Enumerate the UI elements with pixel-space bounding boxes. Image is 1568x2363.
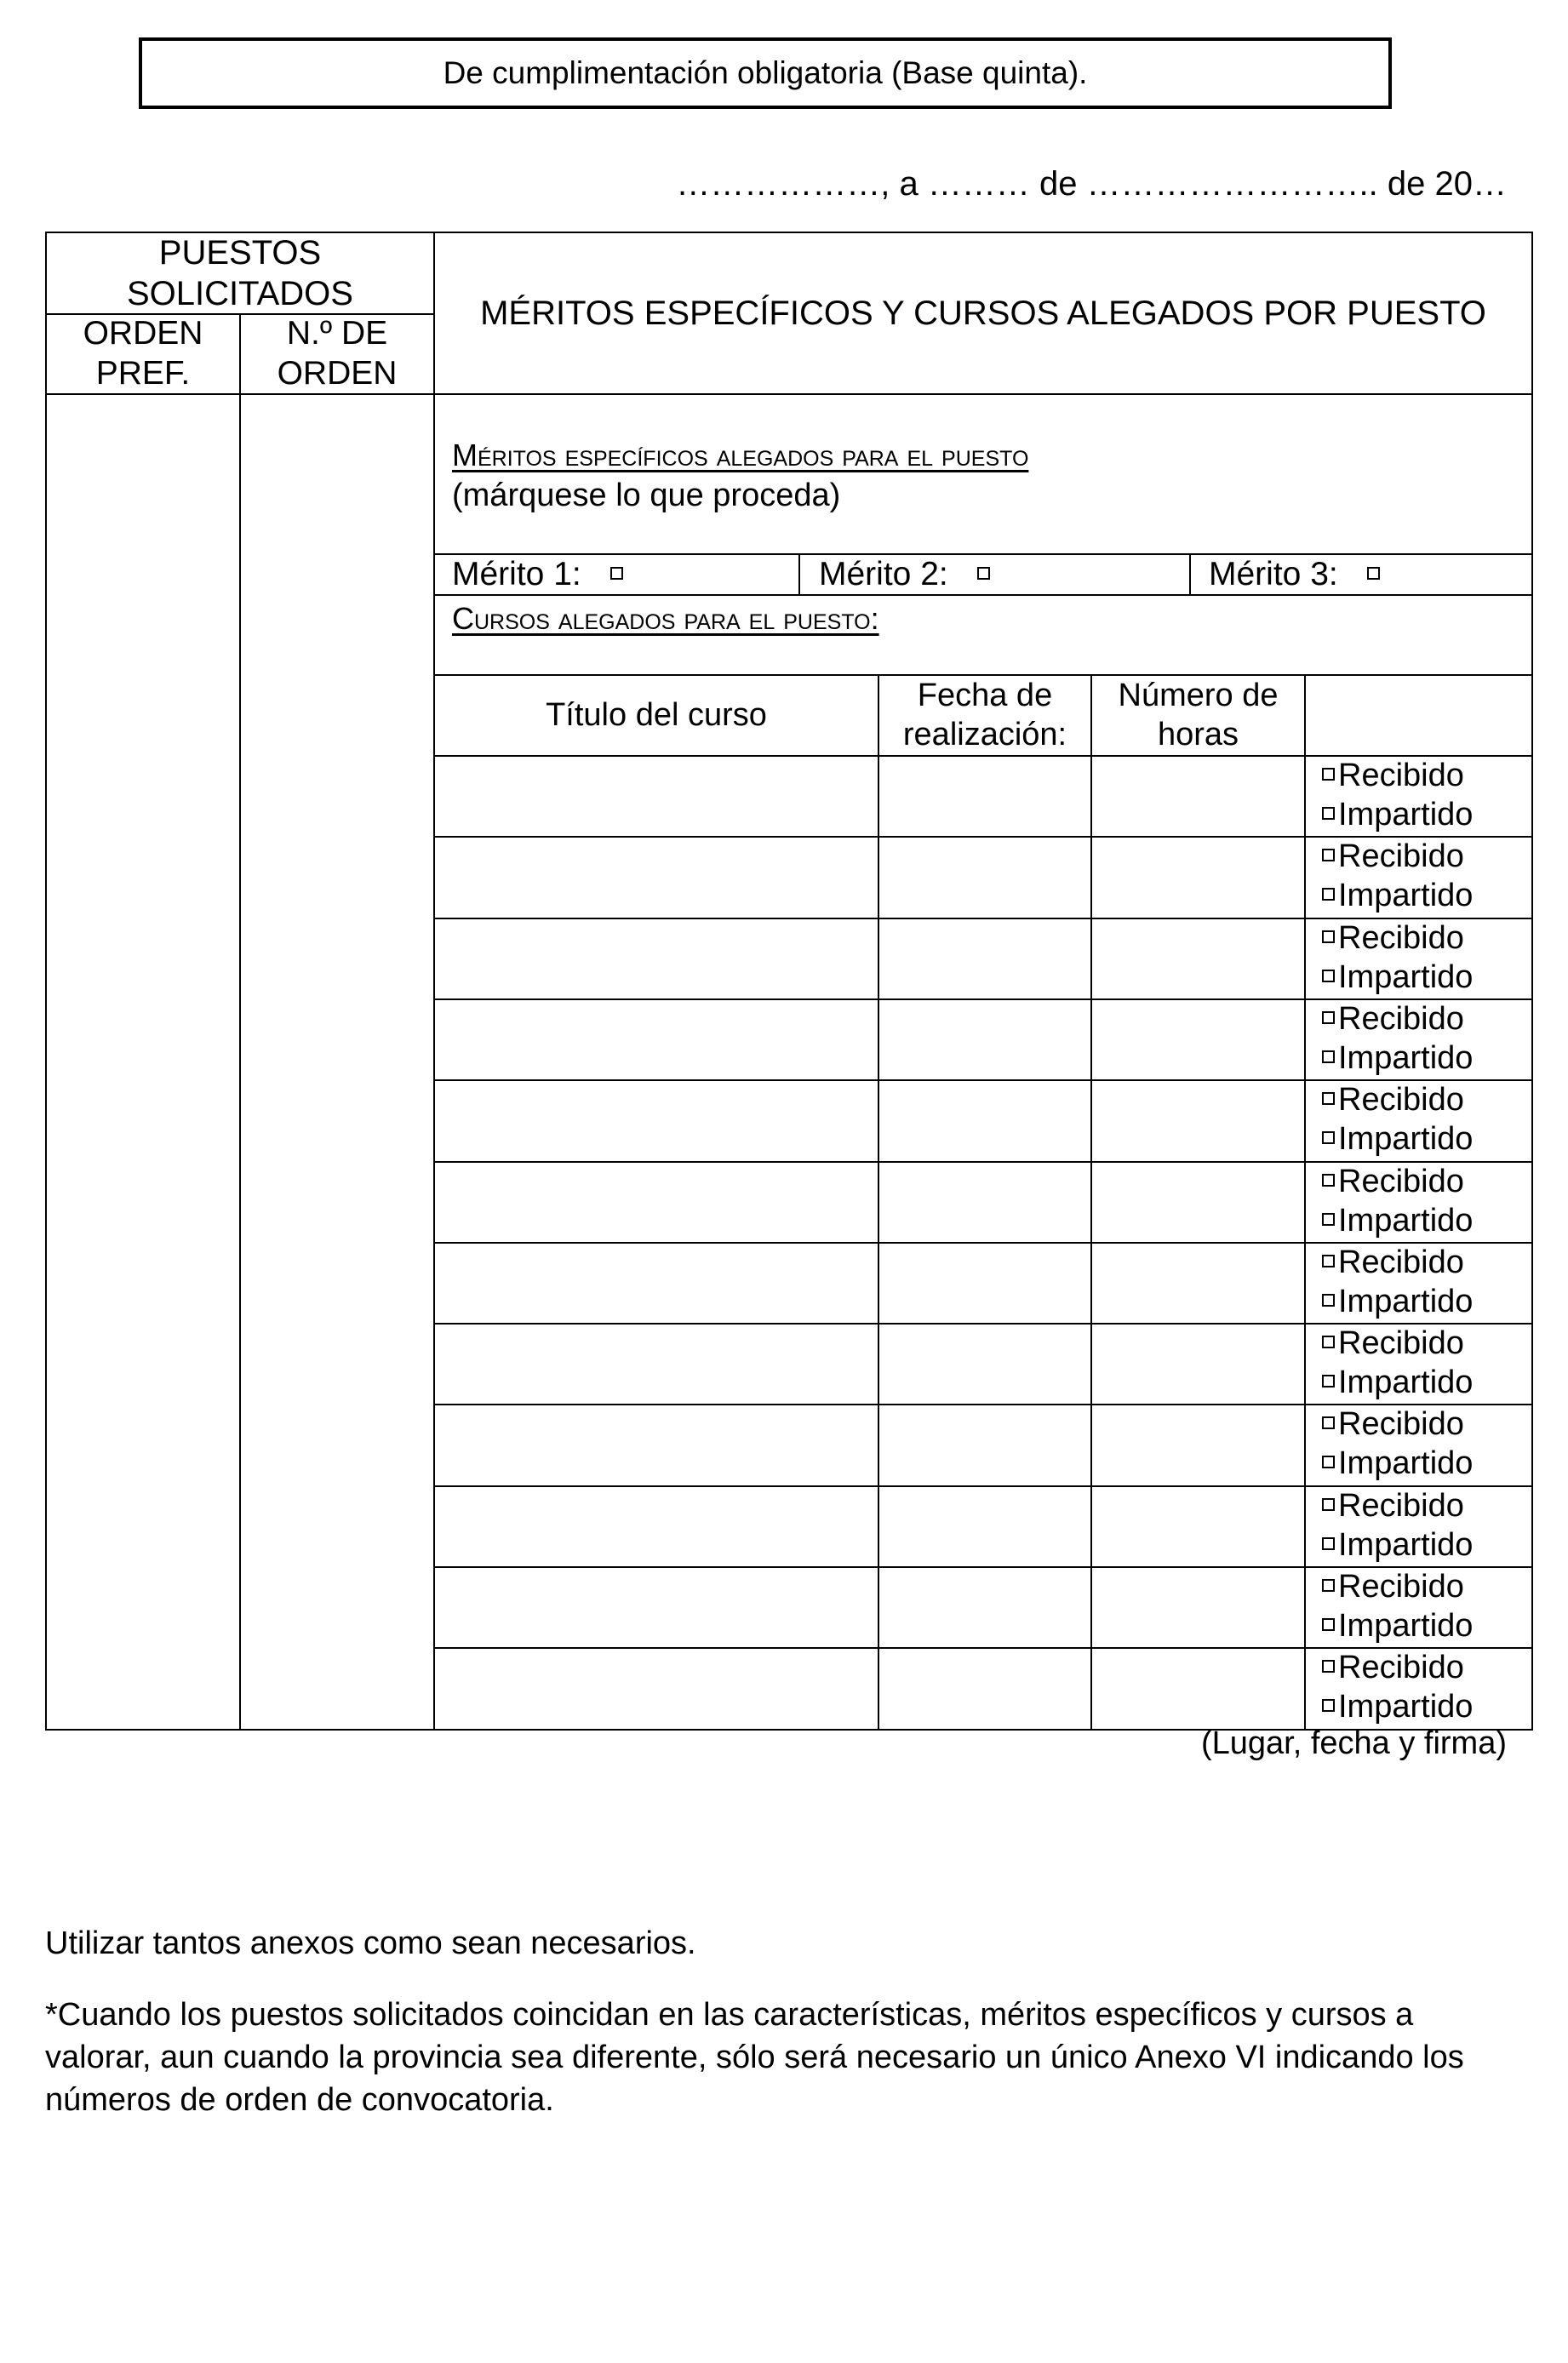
impartido-checkbox[interactable]: [1322, 1699, 1335, 1712]
recibido-label: Recibido: [1338, 1325, 1464, 1361]
recibido-label: Recibido: [1338, 758, 1464, 793]
impartido-option[interactable]: [1322, 958, 1473, 998]
course-title-cell[interactable]: [435, 838, 878, 917]
meritos-cursos-header: MÉRITOS ESPECÍFICOS Y CURSOS ALEGADOS POR PUESTO: [480, 295, 1486, 332]
courses-col-divider-tipo: [1304, 674, 1306, 1731]
impartido-option[interactable]: [1322, 1363, 1473, 1403]
recibido-checkbox[interactable]: [1322, 1416, 1335, 1429]
course-date-cell[interactable]: [879, 1244, 1090, 1323]
course-title-cell[interactable]: [435, 1405, 878, 1485]
impartido-label: Impartido: [1338, 1365, 1474, 1400]
course-title-header: Título del curso: [546, 696, 767, 733]
merit-3: [1209, 555, 1383, 594]
course-hours-cell[interactable]: [1092, 1163, 1304, 1242]
recibido-label: Recibido: [1338, 1244, 1464, 1280]
course-date-cell[interactable]: [879, 919, 1090, 998]
impartido-option[interactable]: [1322, 795, 1473, 835]
course-date-cell[interactable]: [879, 1405, 1090, 1485]
meritos-section-title: Méritos específicos alegados para el puesto: [452, 438, 1029, 472]
impartido-label: Impartido: [1338, 1203, 1474, 1239]
course-type-header: [1306, 676, 1531, 755]
course-date-cell[interactable]: [879, 1649, 1090, 1728]
recibido-label: Recibido: [1338, 1650, 1464, 1685]
table-border-right: [1531, 232, 1533, 1731]
recibido-label: Recibido: [1338, 1569, 1464, 1605]
recibido-label: Recibido: [1338, 1082, 1464, 1118]
course-hours-cell[interactable]: [1092, 757, 1304, 836]
merit-divider-1: [798, 553, 800, 596]
course-hours-cell[interactable]: [1092, 838, 1304, 917]
impartido-label: Impartido: [1338, 1445, 1474, 1481]
course-date-cell[interactable]: [879, 838, 1090, 917]
recibido-label: Recibido: [1338, 838, 1464, 874]
merit-2: [819, 555, 993, 594]
impartido-checkbox[interactable]: [1322, 1131, 1335, 1144]
impartido-option[interactable]: [1322, 1444, 1473, 1484]
recibido-label: Recibido: [1338, 1406, 1464, 1442]
merit-3-checkbox[interactable]: [1367, 567, 1380, 580]
course-title-cell[interactable]: [435, 1000, 878, 1079]
course-title-cell[interactable]: [435, 1244, 878, 1323]
course-hours-cell[interactable]: [1092, 1081, 1304, 1160]
course-title-cell[interactable]: [435, 1487, 878, 1566]
recibido-label: Recibido: [1338, 1164, 1464, 1199]
puestos-solicitados-header: PUESTOS SOLICITADOS: [127, 234, 353, 312]
impartido-label: Impartido: [1338, 797, 1474, 832]
impartido-option[interactable]: [1322, 1038, 1473, 1079]
recibido-option[interactable]: [1322, 1405, 1464, 1445]
course-hours-cell[interactable]: [1092, 1244, 1304, 1323]
recibido-option[interactable]: [1322, 1324, 1464, 1364]
merit-1-checkbox[interactable]: [610, 567, 623, 580]
recibido-checkbox[interactable]: [1322, 849, 1335, 861]
course-hours-cell[interactable]: [1092, 1568, 1304, 1647]
merits-row-bottom-line: [433, 594, 1533, 596]
merit-1-label: Mérito 1:: [452, 556, 581, 592]
impartido-label: Impartido: [1338, 878, 1474, 913]
course-date-cell[interactable]: [879, 1568, 1090, 1647]
recibido-checkbox[interactable]: [1322, 1336, 1335, 1348]
impartido-checkbox[interactable]: [1322, 1375, 1335, 1387]
recibido-option[interactable]: [1322, 837, 1464, 877]
impartido-checkbox[interactable]: [1322, 1213, 1335, 1226]
impartido-checkbox[interactable]: [1322, 807, 1335, 820]
merit-1: [452, 555, 627, 594]
impartido-label: Impartido: [1338, 1284, 1474, 1319]
course-title-cell[interactable]: [435, 1081, 878, 1160]
place-date-line: ………………, a ……… de …………………….. de 20…: [676, 165, 1507, 203]
recibido-checkbox[interactable]: [1322, 1174, 1335, 1187]
annexes-note: Utilizar tantos anexos como sean necesarios.: [45, 1925, 696, 1961]
impartido-label: Impartido: [1338, 1608, 1474, 1644]
impartido-option[interactable]: [1322, 1687, 1473, 1727]
recibido-option[interactable]: [1322, 918, 1464, 958]
recibido-checkbox[interactable]: [1322, 930, 1335, 943]
meritos-section-hint: (márquese lo que proceda): [452, 478, 841, 513]
impartido-checkbox[interactable]: [1322, 1050, 1335, 1063]
table-border-left: [45, 232, 47, 1731]
course-date-cell[interactable]: [879, 1163, 1090, 1242]
coincidence-note: *Cuando los puestos solicitados coincidan en las características, méritos específicos y cursos a valorar, aun cuando la provincia sea diferente, sólo será necesario un único Anexo VI indicando los números de orden de convocatoria.: [45, 1997, 1464, 2118]
impartido-checkbox[interactable]: [1322, 1618, 1335, 1631]
course-hours-cell[interactable]: [1092, 1000, 1304, 1079]
recibido-option[interactable]: [1322, 999, 1464, 1039]
recibido-option[interactable]: [1322, 1486, 1464, 1526]
orden-pref-header: ORDEN PREF.: [83, 315, 203, 392]
course-hours-cell[interactable]: [1092, 1649, 1304, 1728]
impartido-label: Impartido: [1338, 1527, 1474, 1563]
mandatory-notice-text: De cumplimentación obligatoria (Base quinta).: [443, 55, 1088, 90]
impartido-option[interactable]: [1322, 1282, 1473, 1322]
col-divider-orden: [239, 313, 241, 1731]
recibido-checkbox[interactable]: [1322, 1092, 1335, 1105]
impartido-checkbox[interactable]: [1322, 1294, 1335, 1307]
course-title-cell[interactable]: [435, 919, 878, 998]
impartido-option[interactable]: [1322, 1119, 1473, 1159]
course-title-cell[interactable]: [435, 1163, 878, 1242]
recibido-checkbox[interactable]: [1322, 1660, 1335, 1673]
course-date-header: Fecha de realización:: [902, 677, 1067, 752]
course-hours-cell[interactable]: [1092, 1325, 1304, 1404]
recibido-checkbox[interactable]: [1322, 768, 1335, 781]
course-title-cell[interactable]: [435, 757, 878, 836]
impartido-option[interactable]: [1322, 1525, 1473, 1565]
recibido-checkbox[interactable]: [1322, 1255, 1335, 1267]
impartido-label: Impartido: [1338, 1689, 1474, 1725]
cursos-section-title: Cursos alegados para el puesto:: [452, 601, 879, 636]
course-hours-cell[interactable]: [1092, 1405, 1304, 1485]
mandatory-notice-box: [139, 37, 1392, 109]
impartido-label: Impartido: [1338, 1040, 1474, 1076]
recibido-option[interactable]: [1322, 1162, 1464, 1202]
recibido-option[interactable]: [1322, 1080, 1464, 1120]
impartido-option[interactable]: [1322, 876, 1473, 916]
impartido-label: Impartido: [1338, 1121, 1474, 1157]
impartido-checkbox[interactable]: [1322, 1537, 1335, 1550]
impartido-checkbox[interactable]: [1322, 970, 1335, 982]
merit-divider-2: [1189, 553, 1191, 596]
course-date-cell[interactable]: [879, 1325, 1090, 1404]
recibido-label: Recibido: [1338, 1001, 1464, 1037]
recibido-option[interactable]: [1322, 1567, 1464, 1607]
course-title-cell[interactable]: [435, 1649, 878, 1728]
recibido-option[interactable]: [1322, 1243, 1464, 1283]
course-title-cell[interactable]: [435, 1568, 878, 1647]
recibido-checkbox[interactable]: [1322, 1579, 1335, 1592]
recibido-option[interactable]: [1322, 756, 1464, 796]
impartido-checkbox[interactable]: [1322, 1456, 1335, 1468]
impartido-label: Impartido: [1338, 959, 1474, 995]
recibido-option[interactable]: [1322, 1648, 1464, 1688]
recibido-label: Recibido: [1338, 1488, 1464, 1524]
course-title-cell[interactable]: [435, 1325, 878, 1404]
course-hours-cell[interactable]: [1092, 919, 1304, 998]
signature-hint: (Lugar, fecha y firma): [1200, 1725, 1507, 1761]
course-date-cell[interactable]: [879, 1487, 1090, 1566]
recibido-label: Recibido: [1338, 920, 1464, 956]
numero-orden-header: N.º DE ORDEN: [277, 315, 398, 392]
merits-table: [45, 232, 1533, 1731]
recibido-checkbox[interactable]: [1322, 1011, 1335, 1024]
course-hours-cell[interactable]: [1092, 1487, 1304, 1566]
merit-2-label: Mérito 2:: [819, 556, 948, 592]
merit-3-label: Mérito 3:: [1209, 556, 1338, 592]
course-date-cell[interactable]: [879, 1000, 1090, 1079]
recibido-checkbox[interactable]: [1322, 1498, 1335, 1511]
impartido-checkbox[interactable]: [1322, 888, 1335, 901]
course-date-cell[interactable]: [879, 1081, 1090, 1160]
merit-2-checkbox[interactable]: [977, 567, 990, 580]
impartido-option[interactable]: [1322, 1201, 1473, 1241]
course-hours-header: Número de horas: [1118, 677, 1279, 752]
impartido-option[interactable]: [1322, 1606, 1473, 1646]
course-date-cell[interactable]: [879, 757, 1090, 836]
